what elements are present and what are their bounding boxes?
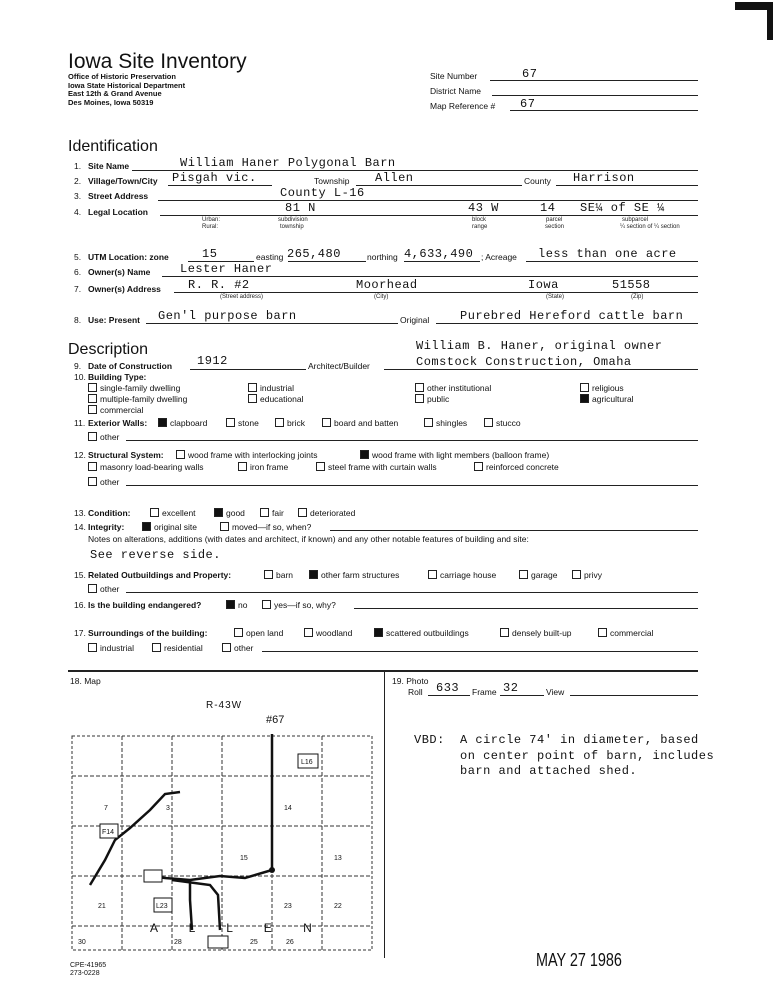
checkbox-industrial-type[interactable]: industrial	[248, 383, 294, 393]
checkbox-reinforced-concrete[interactable]: reinforced concrete	[474, 462, 559, 472]
map-township-letters: A L L E N	[150, 921, 326, 935]
checkbox-residential[interactable]: residential	[152, 643, 203, 653]
use-original-value[interactable]: Purebred Hereford cattle barn	[460, 309, 684, 323]
legal-block-value[interactable]: 43 W	[468, 201, 499, 215]
legal-location-label: Legal Location	[88, 207, 148, 217]
map-reference-value[interactable]: 67	[520, 97, 536, 111]
checkbox-balloon-frame[interactable]: wood frame with light members (balloon frame)	[360, 450, 549, 460]
site-number-value[interactable]: 67	[522, 67, 538, 81]
use-present-label: Use: Present	[88, 315, 140, 325]
village-label: Village/Town/City	[88, 176, 158, 186]
utm-zone-value[interactable]: 15	[202, 247, 218, 261]
map-road-label-l23: L23	[156, 903, 168, 910]
item-number: 17.	[74, 628, 86, 638]
caption-street-address: (Street address)	[220, 294, 264, 300]
township-value[interactable]: Allen	[375, 171, 414, 185]
photo-roll-label: Roll	[408, 687, 423, 697]
county-label: County	[524, 176, 551, 186]
photo-view-label: View	[546, 687, 565, 697]
checkbox-clapboard[interactable]: clapboard	[158, 418, 207, 428]
checkbox-agricultural[interactable]: agricultural	[580, 394, 634, 404]
notes-label: Notes on alterations, additions (with dates and architect, if known) and any other notable features of building and site:	[88, 534, 529, 544]
checkbox-fair[interactable]: fair	[260, 508, 284, 518]
item-number: 5.	[74, 252, 82, 262]
checkbox-endangered-yes[interactable]: yes—if so, why?	[262, 600, 336, 610]
caption-subparcel: subparcel	[622, 217, 649, 223]
checkbox-commercial-surroundings[interactable]: commercial	[598, 628, 653, 638]
item-number: 9.	[74, 361, 82, 371]
northing-value[interactable]: 4,633,490	[404, 247, 474, 261]
checkbox-single-family[interactable]: single-family dwelling	[88, 383, 180, 393]
legal-subdivision-value[interactable]: 81 N	[285, 201, 316, 215]
photo-frame-value[interactable]: 32	[503, 681, 519, 695]
checkbox-original-site[interactable]: original site	[142, 522, 197, 532]
checkbox-stucco[interactable]: stucco	[484, 418, 521, 428]
caption-rural: Rural:	[202, 224, 219, 230]
item-number: 11.	[74, 418, 86, 428]
use-original-label: Original	[400, 315, 430, 325]
svg-text:7: 7	[104, 805, 108, 812]
street-address-value[interactable]: County L-16	[280, 186, 365, 200]
form-codes: CPE-41965 273-0228	[70, 962, 107, 977]
svg-text:22: 22	[334, 903, 342, 910]
caption-parcel: parcel	[546, 217, 563, 223]
item-number: 12.	[74, 450, 86, 460]
checkbox-masonry[interactable]: masonry load-bearing walls	[88, 462, 203, 472]
legal-subparcel-value[interactable]: SE¼ of SE ¼	[580, 201, 665, 215]
township-label: Township	[314, 176, 350, 186]
map-road-label-f14: F14	[102, 829, 115, 836]
structural-system-label: Structural System:	[88, 450, 164, 460]
owner-address-label: Owner(s) Address	[88, 284, 161, 294]
checkbox-brick[interactable]: brick	[275, 418, 305, 428]
svg-text:14: 14	[284, 805, 292, 812]
item-number: 8.	[74, 315, 82, 325]
surroundings-label: Surroundings of the building:	[88, 628, 208, 638]
caption-state: (State)	[546, 294, 565, 300]
checkbox-barn[interactable]: barn	[264, 570, 293, 580]
owner-street-value[interactable]: R. R. #2	[188, 278, 250, 292]
svg-text:15: 15	[240, 855, 248, 862]
owner-zip-value[interactable]: 51558	[612, 278, 651, 292]
caption-quarter-section: ¼ section of ¼ section	[620, 224, 680, 230]
legal-parcel-value[interactable]: 14	[540, 201, 556, 215]
description-heading: Description	[68, 341, 149, 358]
street-address-label: Street Address	[88, 191, 149, 201]
architect-label: Architect/Builder	[308, 361, 370, 371]
svg-text:23: 23	[284, 903, 292, 910]
county-value[interactable]: Harrison	[573, 171, 635, 185]
photo-label: 19. Photo	[392, 676, 429, 686]
utm-label: UTM Location: zone	[88, 252, 169, 262]
caption-block: block	[472, 217, 487, 223]
checkbox-good[interactable]: good	[214, 508, 245, 518]
northing-label: northing	[367, 252, 398, 262]
svg-text:13: 13	[334, 855, 342, 862]
checkbox-commercial-type[interactable]: commercial	[88, 405, 143, 415]
checkbox-iron-frame[interactable]: iron frame	[238, 462, 288, 472]
item-number: 15.	[74, 570, 86, 580]
map-photo-divider	[384, 672, 385, 958]
architect-line1-value[interactable]: William B. Haner, original owner	[416, 339, 663, 353]
caption-section: section	[545, 224, 565, 230]
received-date-stamp: MAY 27 1986	[536, 950, 622, 970]
map-reference-label: Map Reference #	[430, 101, 496, 111]
owner-name-value[interactable]: Lester Haner	[180, 262, 273, 276]
site-name-label: Site Name	[88, 161, 130, 171]
section-divider	[68, 670, 698, 672]
checkbox-exterior-other[interactable]: other	[88, 432, 119, 442]
checkbox-garage[interactable]: garage	[519, 570, 557, 580]
caption-range: range	[472, 224, 488, 230]
caption-township: township	[280, 224, 304, 230]
org-address: Office of Historic Preservation Iowa State Historical Department East 12th & Grand Avenue Des Moines, Iowa 50319	[68, 72, 186, 107]
checkbox-industrial-surroundings[interactable]: industrial	[88, 643, 134, 653]
caption-urban: Urban:	[202, 217, 221, 223]
owner-city-value[interactable]: Moorhead	[356, 278, 418, 292]
site-name-value[interactable]: William Haner Polygonal Barn	[180, 156, 396, 170]
form-title: Iowa Site Inventory	[68, 50, 247, 73]
caption-zip: (Zip)	[631, 294, 644, 300]
item-number: 4.	[74, 207, 82, 217]
checkbox-board-and-batten[interactable]: board and batten	[322, 418, 398, 428]
identification-heading: Identification	[68, 138, 158, 155]
svg-text:3: 3	[166, 805, 170, 812]
building-type-label: Building Type:	[88, 372, 147, 382]
checkbox-multiple-family[interactable]: multiple-family dwelling	[88, 394, 187, 404]
checkbox-carriage-house[interactable]: carriage house	[428, 570, 496, 580]
acreage-value[interactable]: less than one acre	[538, 247, 677, 261]
acreage-label: ; Acreage	[481, 252, 517, 262]
vbd-description[interactable]: A circle 74' in diameter, based on center point of barn, includes barn and attached shed.	[460, 733, 715, 778]
checkbox-steel-frame[interactable]: steel frame with curtain walls	[316, 462, 437, 472]
site-location-map	[70, 730, 378, 960]
caption-city: (City)	[374, 294, 389, 300]
use-present-value[interactable]: Gen'l purpose barn	[158, 309, 297, 323]
checkbox-surroundings-other[interactable]: other	[222, 643, 253, 653]
checkbox-structural-other[interactable]: other	[88, 477, 119, 487]
svg-text:21: 21	[98, 903, 106, 910]
checkbox-interlocking-joints[interactable]: wood frame with interlocking joints	[176, 450, 317, 460]
checkbox-stone[interactable]: stone	[226, 418, 259, 428]
checkbox-privy[interactable]: privy	[572, 570, 602, 580]
checkbox-densely-built-up[interactable]: densely built-up	[500, 628, 572, 638]
outbuildings-label: Related Outbuildings and Property:	[88, 570, 232, 580]
photo-frame-label: Frame	[472, 687, 497, 697]
item-number: 7.	[74, 284, 82, 294]
svg-text:28: 28	[174, 939, 182, 946]
item-number: 10.	[74, 372, 86, 382]
checkbox-deteriorated[interactable]: deteriorated	[298, 508, 355, 518]
site-number-label: Site Number	[430, 71, 478, 81]
district-name-label: District Name	[430, 86, 482, 96]
page-corner-mark	[733, 0, 773, 40]
map-label: 18. Map	[70, 676, 101, 686]
condition-label: Condition:	[88, 508, 131, 518]
caption-subdivision: subdivision	[278, 217, 308, 223]
architect-line2-value[interactable]: Comstock Construction, Omaha	[416, 355, 632, 369]
vbd-label: VBD:	[414, 733, 445, 747]
photo-roll-value[interactable]: 633	[436, 681, 460, 695]
easting-label: easting	[256, 252, 284, 262]
item-number: 13.	[74, 508, 86, 518]
item-number: 16.	[74, 600, 86, 610]
checkbox-public[interactable]: public	[415, 394, 449, 404]
date-of-construction-value[interactable]: 1912	[197, 354, 228, 368]
checkbox-woodland[interactable]: woodland	[304, 628, 352, 638]
checkbox-outbuildings-other[interactable]: other	[88, 584, 119, 594]
checkbox-religious[interactable]: religious	[580, 383, 624, 393]
item-number: 1.	[74, 161, 82, 171]
checkbox-educational[interactable]: educational	[248, 394, 303, 404]
item-number: 6.	[74, 267, 82, 277]
checkbox-endangered-no[interactable]: no	[226, 600, 247, 610]
item-number: 3.	[74, 191, 82, 201]
owner-state-value[interactable]: Iowa	[528, 278, 559, 292]
checkbox-open-land[interactable]: open land	[234, 628, 283, 638]
checkbox-shingles[interactable]: shingles	[424, 418, 467, 428]
checkbox-scattered-outbuildings[interactable]: scattered outbuildings	[374, 628, 469, 638]
map-site-marker: #67	[266, 714, 285, 726]
map-range-label: R-43W	[206, 700, 243, 711]
checkbox-moved[interactable]: moved—if so, when?	[220, 522, 311, 532]
endangered-label: Is the building endangered?	[88, 600, 202, 610]
owner-name-label: Owner(s) Name	[88, 267, 151, 277]
item-number: 14.	[74, 522, 86, 532]
easting-value[interactable]: 265,480	[287, 247, 341, 261]
date-of-construction-label: Date of Construction	[88, 361, 173, 371]
checkbox-excellent[interactable]: excellent	[150, 508, 196, 518]
integrity-label: Integrity:	[88, 522, 125, 532]
svg-text:26: 26	[286, 939, 294, 946]
item-number: 2.	[74, 176, 82, 186]
notes-value[interactable]: See reverse side.	[90, 548, 221, 562]
svg-text:25: 25	[250, 939, 258, 946]
village-value[interactable]: Pisgah vic.	[172, 171, 257, 185]
exterior-walls-label: Exterior Walls:	[88, 418, 148, 428]
checkbox-other-institutional[interactable]: other institutional	[415, 383, 491, 393]
checkbox-other-farm-structures[interactable]: other farm structures	[309, 570, 399, 580]
svg-text:30: 30	[78, 939, 86, 946]
map-road-label-l16: L16	[301, 759, 313, 766]
